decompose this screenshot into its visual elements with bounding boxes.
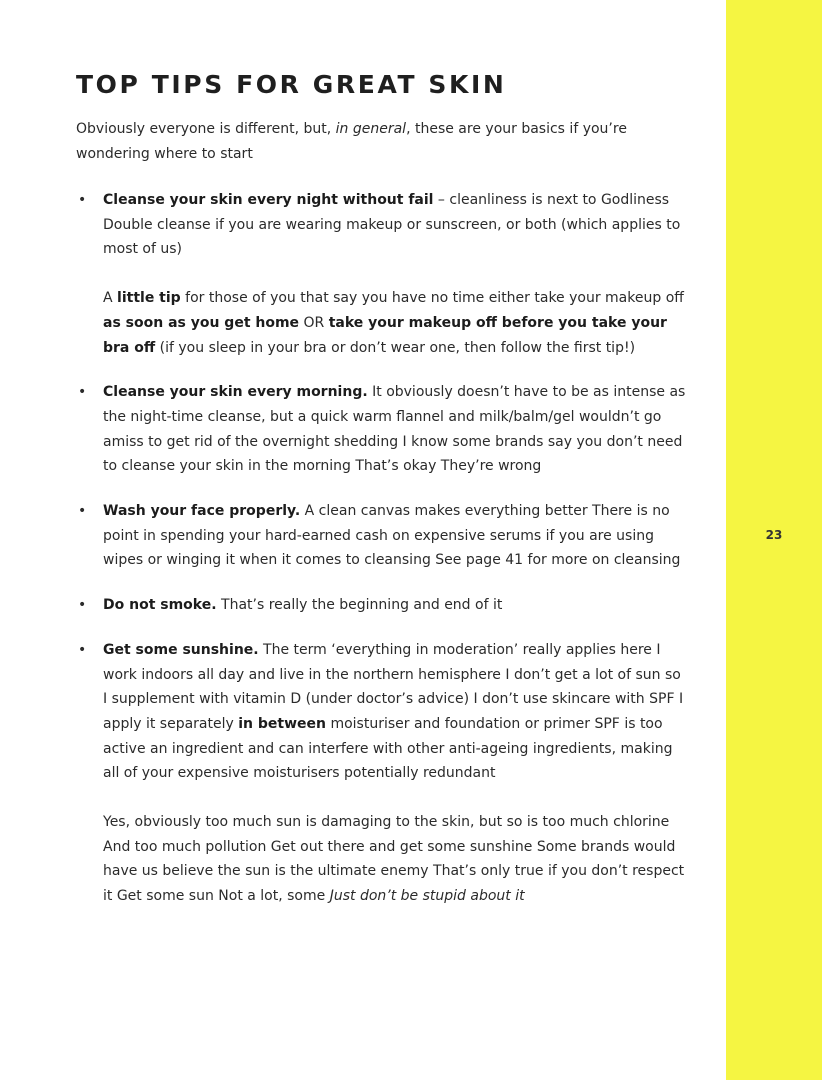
tip-bold-text: little tip [117,290,181,307]
intro-paragraph [76,117,676,166]
tip-paragraph [103,638,686,786]
tip-paragraph [103,499,686,573]
tip-text: moisturiser and foundation or primer SPF is too active an ingredient and can interfere with other anti-ageing ingredients, making all of your expensive moisturisers potentially redundant [103,715,673,782]
tip-bold-text: Cleanse your skin every night without fail [103,192,434,208]
tip-bold-text: Wash your face properly. [103,503,301,520]
tip-paragraph [103,380,686,479]
page-title: TOP TIPS FOR GREAT SKIN [76,70,507,99]
tip-text: It obviously doesn’t have to be as intense as the night-time cleanse, but a quick warm flannel and milk/balm/gel wouldn’t go amiss to get rid of the overnight shedding I know some brands say you don’t need to cleanse your skin in the morning That’s okay They’re wrong [103,384,686,475]
intro-text: , these are your basics if you’re wondering where to start [76,121,627,162]
tip-bold-text: take your makeup off before you take your bra off [103,314,667,356]
tip-bold-text: in between [238,715,326,732]
intro-emphasis: in general [335,121,407,137]
tip-text: (if you sleep in your bra or don’t wear one, then follow the first tip!) [155,339,636,356]
tip-text: The term ‘everything in moderation’ really applies here I work indoors all day and live in the northern hemisphere I don’t get a lot of sun so I supplement with vitamin D (under doctor’s advice) I don’t use skincare with SPF I apply it separately [103,641,684,732]
tip-bold-text: Cleanse your skin every morning. [103,384,368,401]
tip-item [76,380,686,479]
tip-italic-text: Just don’t be stupid about it [329,888,525,905]
tip-bold-text: as soon as you get home [103,314,300,331]
tip-paragraph [103,188,686,262]
tip-paragraph [103,810,686,909]
tips-list [76,188,686,929]
tip-item [76,188,686,360]
tip-text: OR [299,314,329,331]
page-number: 23 [765,528,783,542]
tip-text: That’s really the beginning and end of it [216,597,503,614]
tip-bold-text: Do not smoke. [103,597,217,614]
tip-item [76,638,686,909]
tip-text: A [103,290,118,307]
tip-bold-text: Get some sunshine. [103,641,259,658]
yellow-side-band [726,0,822,1080]
tip-paragraph [103,286,686,360]
tip-text: for those of you that say you have no time either take your makeup off [180,290,684,307]
tip-text: – cleanliness is next to Godliness Double cleanse if you are wearing makeup or sunscreen, or both (which applies to most of us) [103,192,681,258]
tip-text: A clean canvas makes everything better There is no point in spending your hard-earned cash on expensive serums if you are using wipes or winging it when it comes to cleansing See page 41 for more on cleansing [103,503,681,569]
tip-item [76,499,686,573]
intro-text: Obviously everyone is different, but, [76,121,336,137]
tip-paragraph [103,593,686,618]
tip-item [76,593,686,618]
tip-text: Yes, obviously too much sun is damaging to the skin, but so is too much chlorine And too much pollution Get out there and get some sunshine Some brands would have us believe the sun is the ultimate enemy That’s only true if you don’t respect it Get some sun Not a lot, some [103,814,685,905]
